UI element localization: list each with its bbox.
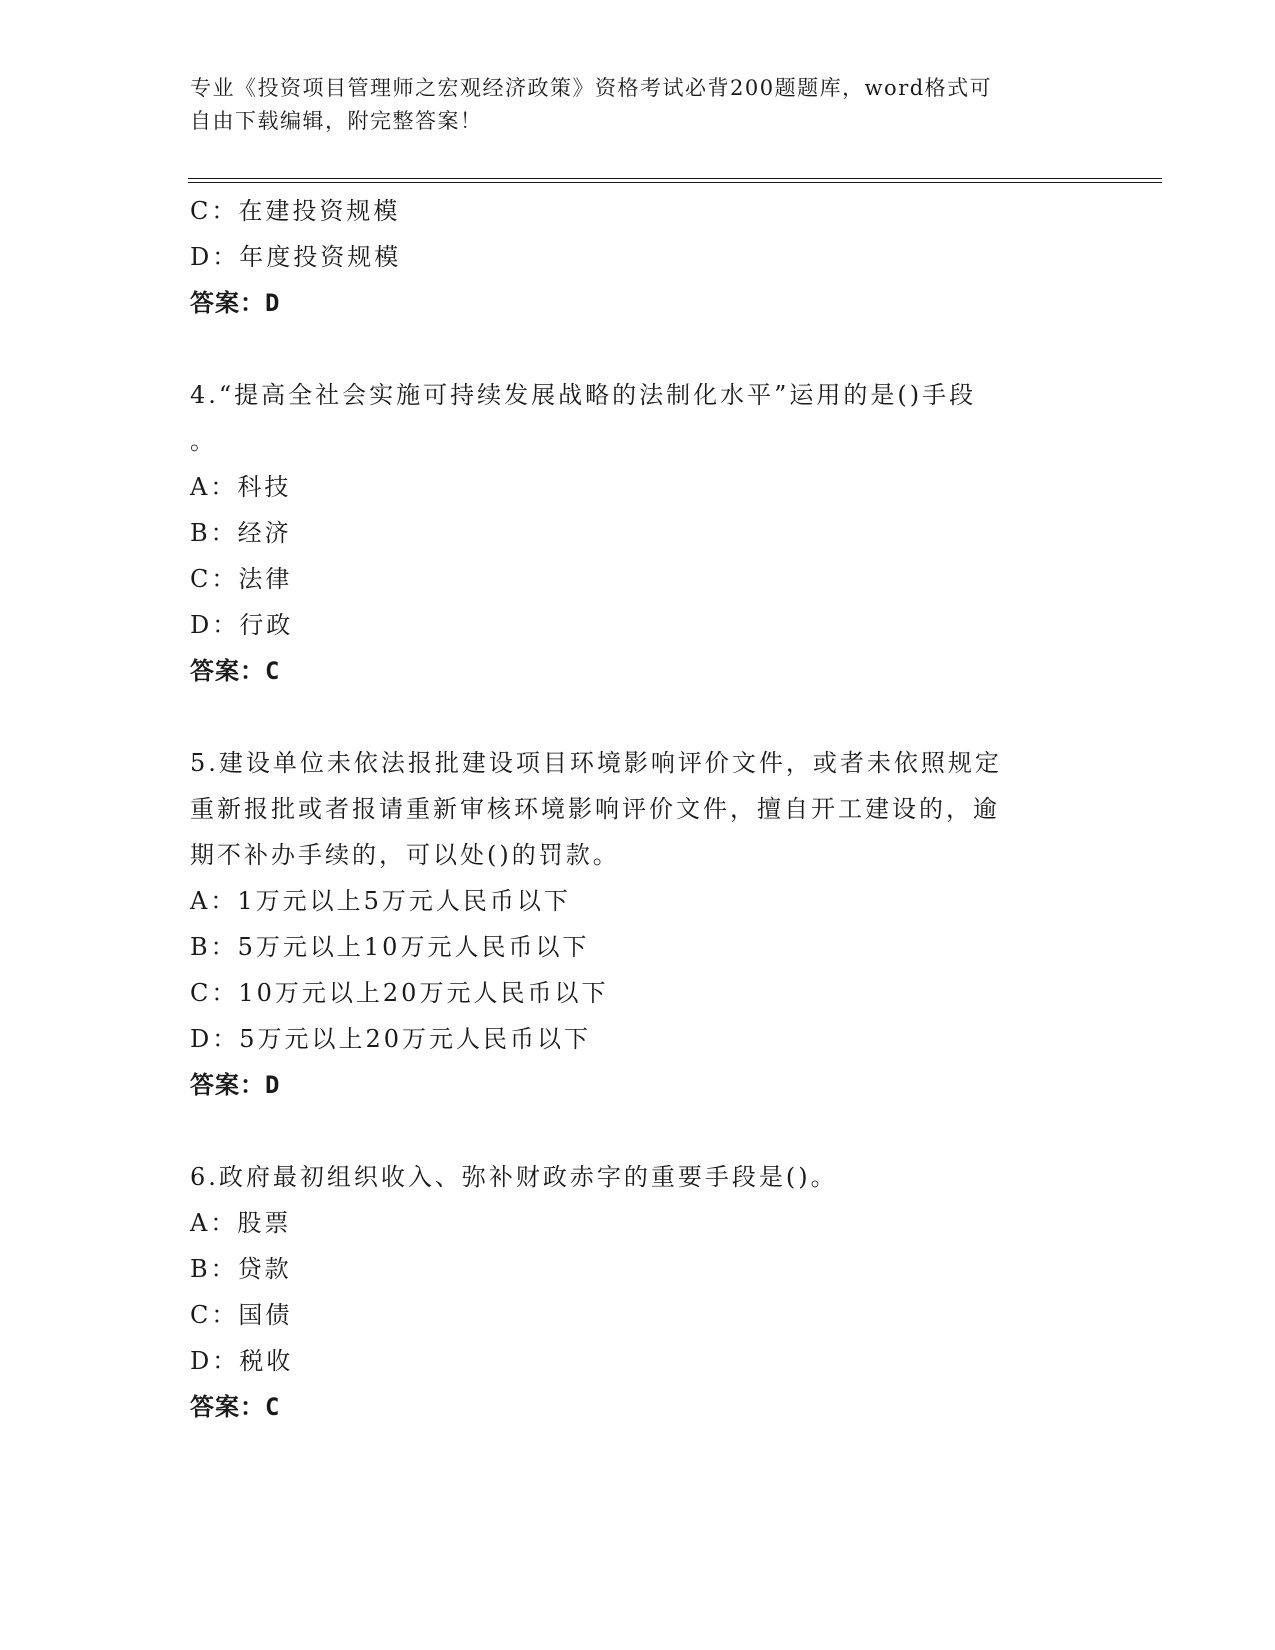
spacer [190, 694, 1090, 740]
header-line-2: 自由下载编辑，附完整答案！ [190, 109, 483, 133]
question-list [190, 188, 1090, 1430]
q5-option-c: C：10万元以上20万元人民币以下 [190, 979, 609, 1007]
q5-stem-line-1: 5.建设单位未依法报批建设项目环境影响评价文件，或者未依照规定 [190, 749, 1002, 777]
spacer [190, 326, 1090, 372]
question-5 [190, 740, 1090, 1108]
spacer [190, 1108, 1090, 1154]
q5-answer: 答案：D [190, 1071, 281, 1099]
q3-option-d: D：年度投资规模 [190, 243, 402, 271]
q6-answer: 答案：C [190, 1393, 281, 1421]
q4-stem-line-1: 4.“提高全社会实施可持续发展战略的法制化水平”运用的是()手段 [190, 381, 977, 409]
question-4 [190, 372, 1090, 694]
q5-option-b: B：5万元以上10万元人民币以下 [190, 933, 590, 961]
q4-answer: 答案：C [190, 657, 281, 685]
header-line-1: 专业《投资项目管理师之宏观经济政策》资格考试必背200题题库，word格式可 [190, 76, 993, 100]
q6-option-a: A：股票 [190, 1209, 292, 1237]
q6-stem-line-1: 6.政府最初组织收入、弥补财政赤字的重要手段是()。 [190, 1163, 838, 1191]
q4-option-d: D：行政 [190, 611, 294, 639]
header-divider [188, 178, 1162, 183]
q6-option-b: B：贷款 [190, 1255, 292, 1283]
q4-option-b: B：经济 [190, 519, 292, 547]
q3-option-c: C：在建投资规模 [190, 197, 401, 225]
q5-option-a: A：1万元以上5万元人民币以下 [190, 887, 571, 915]
q6-option-c: C：国债 [190, 1301, 293, 1329]
question-6 [190, 1154, 1090, 1430]
q3-answer: 答案：D [190, 289, 281, 317]
q5-stem-line-3: 期不补办手续的，可以处()的罚款。 [190, 841, 620, 869]
q4-option-c: C：法律 [190, 565, 293, 593]
document-header [190, 72, 1090, 138]
q4-stem-line-2: 。 [190, 427, 217, 455]
q4-option-a: A：科技 [190, 473, 292, 501]
question-3-tail [190, 188, 1090, 326]
q6-option-d: D：税收 [190, 1347, 294, 1375]
q5-option-d: D：5万元以上20万元人民币以下 [190, 1025, 592, 1053]
q5-stem-line-2: 重新报批或者报请重新审核环境影响评价文件，擅自开工建设的，逾 [190, 795, 1000, 823]
